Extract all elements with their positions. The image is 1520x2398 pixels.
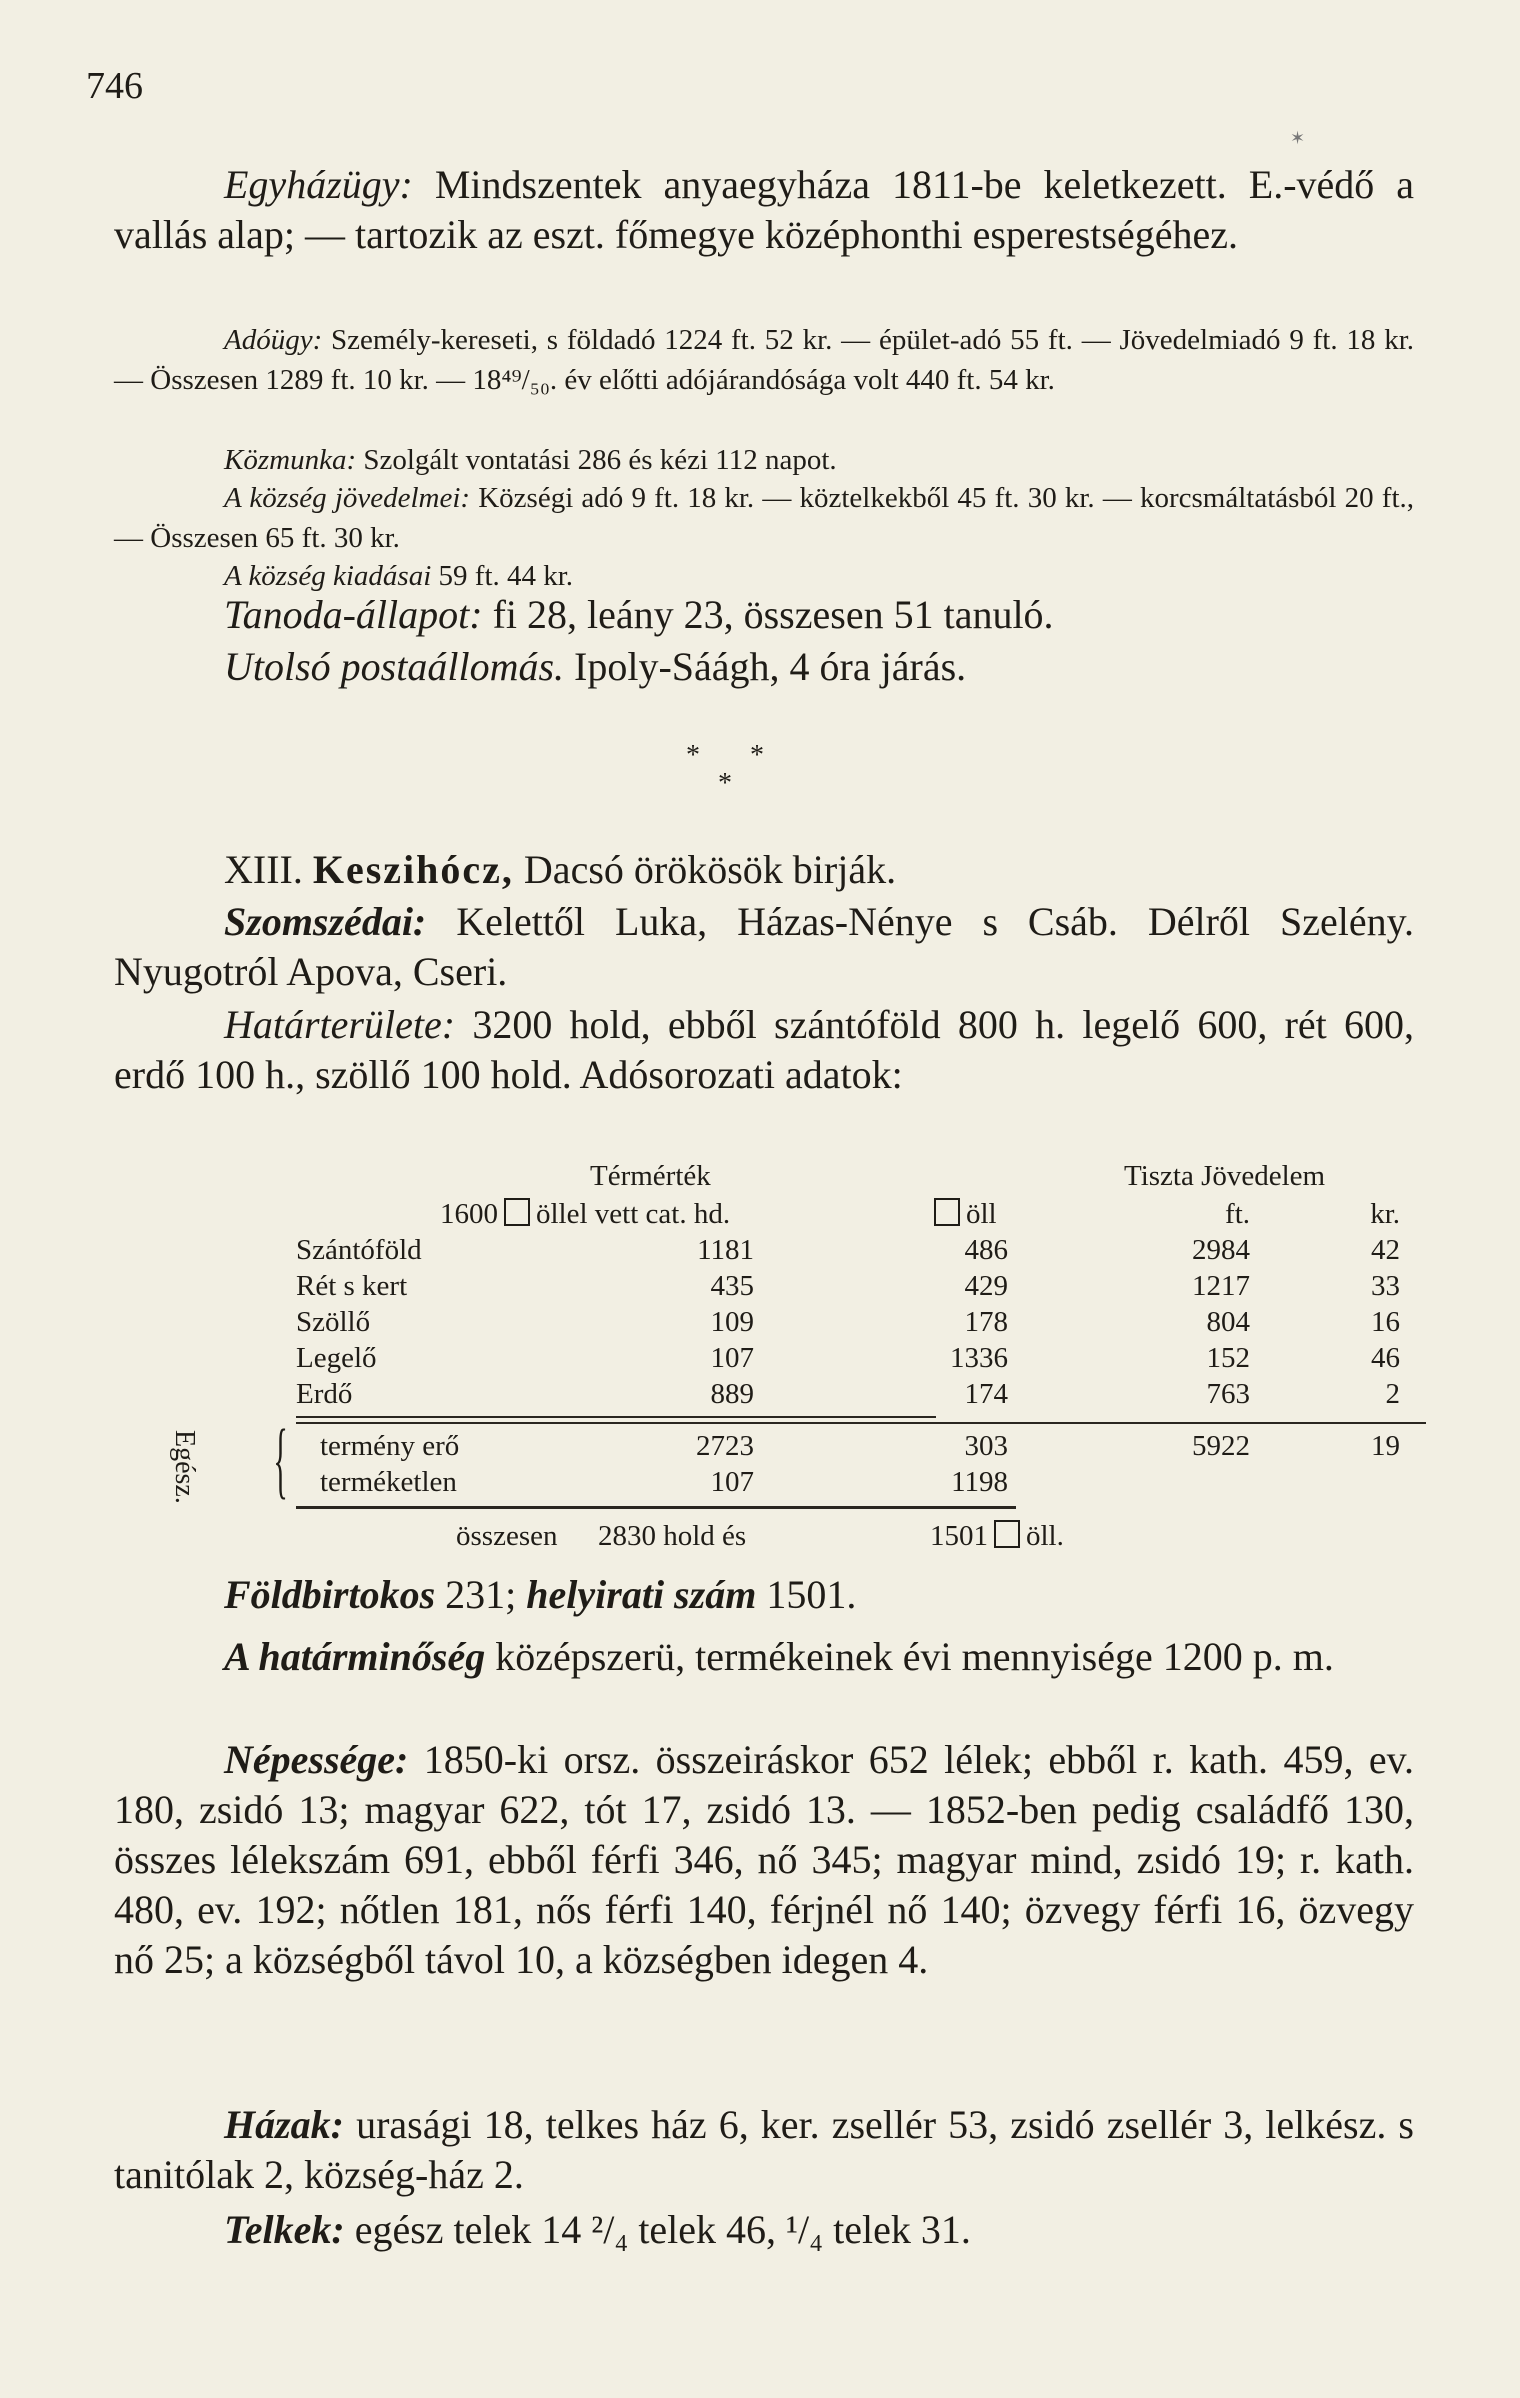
kozseg-jovedelmei-label: A község jövedelmei: <box>224 482 471 514</box>
telkek-text: egész telek 14 ²/₄ telek 46, ¹/₄ telek 31. <box>354 2207 971 2252</box>
termeny-ero-label: termény erő <box>320 1430 460 1462</box>
termeny-ero-ft: 5922 <box>1192 1430 1250 1462</box>
hatarterulete-text: 3200 hold, ebből szántóföld 800 h. legelő 600, rét 600, erdő 100 h., szöllő 100 hold. Adósorozati adatok: <box>114 1002 1415 1097</box>
paragraph-foldbirtokos <box>114 1570 1414 1620</box>
paragraph-nepessege <box>114 1735 1414 1985</box>
row-kr: 42 <box>1371 1234 1400 1266</box>
paragraph-hatarminoseg <box>114 1632 1414 1682</box>
adosorozati-table <box>120 1160 1420 1560</box>
row-kr: 2 <box>1385 1378 1400 1410</box>
table-rule <box>296 1422 1426 1424</box>
row-ft: 763 <box>1206 1378 1250 1410</box>
paragraph-egyhazugy <box>114 160 1414 260</box>
paragraph-telkek <box>114 2205 1414 2255</box>
row-ol: 174 <box>964 1378 1008 1410</box>
subheader-kr: kr. <box>1370 1198 1400 1230</box>
foldbirtokos-label: Földbirtokos <box>224 1572 436 1617</box>
row-ol: 1336 <box>950 1342 1008 1374</box>
asterisk-left: * <box>686 740 700 771</box>
row-hold: 889 <box>710 1378 754 1410</box>
tanoda-label: Tanoda-állapot: <box>224 592 483 637</box>
paragraph-posta <box>114 642 1414 692</box>
header-termertek: Térmérték <box>590 1160 711 1192</box>
paragraph-szomszedai <box>114 897 1414 997</box>
row-hold: 109 <box>710 1306 754 1338</box>
termeny-ero-ol: 303 <box>964 1430 1008 1462</box>
osszesen-ol <box>930 1520 1064 1553</box>
row-hold: 1181 <box>697 1234 754 1266</box>
brace-symbol: { <box>273 1411 288 1507</box>
row-label: Rét s kert <box>296 1270 408 1302</box>
square-symbol-icon <box>994 1520 1020 1548</box>
ink-mark: ✶ <box>1290 128 1306 148</box>
row-kr: 33 <box>1371 1270 1400 1302</box>
paragraph-adougy <box>114 320 1414 400</box>
adougy-label: Adóügy: <box>224 324 323 356</box>
hatarminoseg-label: A határminőség <box>224 1634 486 1679</box>
row-label: Szántóföld <box>296 1234 422 1266</box>
row-ol: 178 <box>964 1306 1008 1338</box>
osszesen-hold: 2830 hold és <box>598 1520 747 1552</box>
subheader-hold-post: öllel vett cat. hd. <box>536 1198 731 1230</box>
termeny-ero-kr: 19 <box>1371 1430 1400 1462</box>
egyhazugy-label: Egyházügy: <box>224 162 413 207</box>
table-rule <box>296 1416 936 1418</box>
hatarterulete-label: Határterülete: <box>224 1002 456 1047</box>
subheader-ft: ft. <box>1225 1198 1250 1230</box>
paragraph-tanoda <box>114 590 1414 640</box>
tanoda-text: fi 28, leány 23, összesen 51 tanuló. <box>492 592 1054 637</box>
osszesen-ol-value: 1501 <box>930 1520 988 1552</box>
section-text: Dacsó örökösök birják. <box>523 847 897 892</box>
adougy-text: Személy-kereseti, s földadó 1224 ft. 52 kr. — épület-adó 55 ft. — Jövedelmiadó 9 ft. 18 kr. — Összesen 1289 ft. 10 kr. — 18⁴⁹/₅₀. év előtti adójárandósága volt 440 ft. 54 kr. <box>114 324 1414 396</box>
hazak-text: urasági 18, telkes ház 6, ker. zsellér 53, zsidó zsellér 3, lelkész. s tanitólak 2, község-ház 2. <box>114 2102 1414 2197</box>
section-name: Keszihócz, <box>312 847 514 892</box>
row-label: Legelő <box>296 1342 377 1374</box>
helyirati-label: helyirati szám <box>526 1572 757 1617</box>
helyirati-value: 1501. <box>766 1572 857 1617</box>
termeketlen-ol: 1198 <box>951 1466 1008 1498</box>
table-rule <box>296 1506 1016 1509</box>
paragraph-kozmunka <box>114 440 1414 480</box>
row-ft: 1217 <box>1192 1270 1250 1302</box>
kozmunka-text: Szolgált vontatási 286 és kézi 112 napot. <box>363 444 837 476</box>
foldbirtokos-value: 231; <box>445 1572 517 1617</box>
row-label: Erdő <box>296 1378 353 1410</box>
row-label: Szöllő <box>296 1306 371 1338</box>
row-ft: 152 <box>1206 1342 1250 1374</box>
kozmunka-label: Közmunka: <box>224 444 357 476</box>
paragraph-kozseg-jovedelmei <box>114 478 1414 558</box>
nepessege-text: 1850-ki orsz. összeiráskor 652 lélek; ebből r. kath. 459, ev. 180, zsidó 13; magyar 622, tót 17, zsidó 13. — 1852-ben pedig családfő 130, összes lélekszám 691, ebből férfi 346, nő 345; magyar mind, zsidó 19; r. kath. 480, ev. 192; nőtlen 181, nős férfi 140, férjnél nő 140; özvegy férfi 16, özvegy nő 25; a községből távol 10, a községben idegen 4. <box>114 1737 1415 1982</box>
header-tiszta-jovedelem: Tiszta Jövedelem <box>1124 1160 1326 1192</box>
row-ol: 429 <box>964 1270 1008 1302</box>
row-kr: 46 <box>1371 1342 1400 1374</box>
asterisk-right: * <box>750 740 764 771</box>
nepessege-label: Népessége: <box>224 1737 409 1782</box>
row-hold: 107 <box>710 1342 754 1374</box>
termeketlen-hold: 107 <box>710 1466 754 1498</box>
subheader-ol <box>928 1198 997 1231</box>
egyhazugy-text: Mindszentek anyaegyháza 1811-be keletkezett. E.-védő a vallás alap; — tartozik az eszt. főmegye középhonthi esperestségéhez. <box>114 162 1415 257</box>
kozseg-jovedelmei-text: Községi adó 9 ft. 18 kr. — köztelkekből 45 ft. 30 kr. — korcsmáltatásból 20 ft., — Összesen 65 ft. 30 kr. <box>114 482 1414 554</box>
paragraph-hazak <box>114 2100 1414 2200</box>
osszesen-label: összesen <box>456 1520 558 1552</box>
side-label: Egész. <box>169 1430 200 1504</box>
row-hold: 435 <box>710 1270 754 1302</box>
telkek-label: Telkek: <box>224 2207 345 2252</box>
hatarminoseg-text: középszerü, termékeinek évi mennyisége 1200 p. m. <box>495 1634 1334 1679</box>
section-heading <box>114 845 1414 895</box>
osszesen-ol-unit: öll. <box>1026 1520 1064 1552</box>
posta-label: Utolsó postaállomás. <box>224 644 565 689</box>
kozseg-kiadasai-text: 59 ft. 44 kr. <box>438 560 574 592</box>
hazak-label: Házak: <box>224 2102 344 2147</box>
kozseg-kiadasai-label: A község kiadásai <box>224 560 432 592</box>
row-ft: 2984 <box>1192 1234 1250 1266</box>
row-ft: 804 <box>1206 1306 1250 1338</box>
posta-text: Ipoly-Sáágh, 4 óra járás. <box>574 644 967 689</box>
section-separator <box>680 740 840 820</box>
szomszedai-label: Szomszédai: <box>224 899 427 944</box>
page-number: 746 <box>86 65 143 107</box>
paragraph-hatarterulete <box>114 1000 1414 1100</box>
section-numeral: XIII. <box>224 847 303 892</box>
termeketlen-label: terméketlen <box>320 1466 457 1498</box>
szomszedai-text: Kelettől Luka, Házas-Nénye s Csáb. Délről Szelény. Nyugotról Apova, Cseri. <box>114 899 1415 994</box>
row-ol: 486 <box>964 1234 1008 1266</box>
subheader-hold <box>440 1198 730 1231</box>
subheader-hold-pre: 1600 <box>440 1198 498 1230</box>
row-kr: 16 <box>1371 1306 1400 1338</box>
subheader-ol-text: öll <box>966 1198 997 1230</box>
termeny-ero-hold: 2723 <box>696 1430 754 1462</box>
asterisk-bottom: * <box>718 768 732 799</box>
square-symbol-icon <box>934 1198 960 1226</box>
square-symbol-icon <box>504 1198 530 1226</box>
